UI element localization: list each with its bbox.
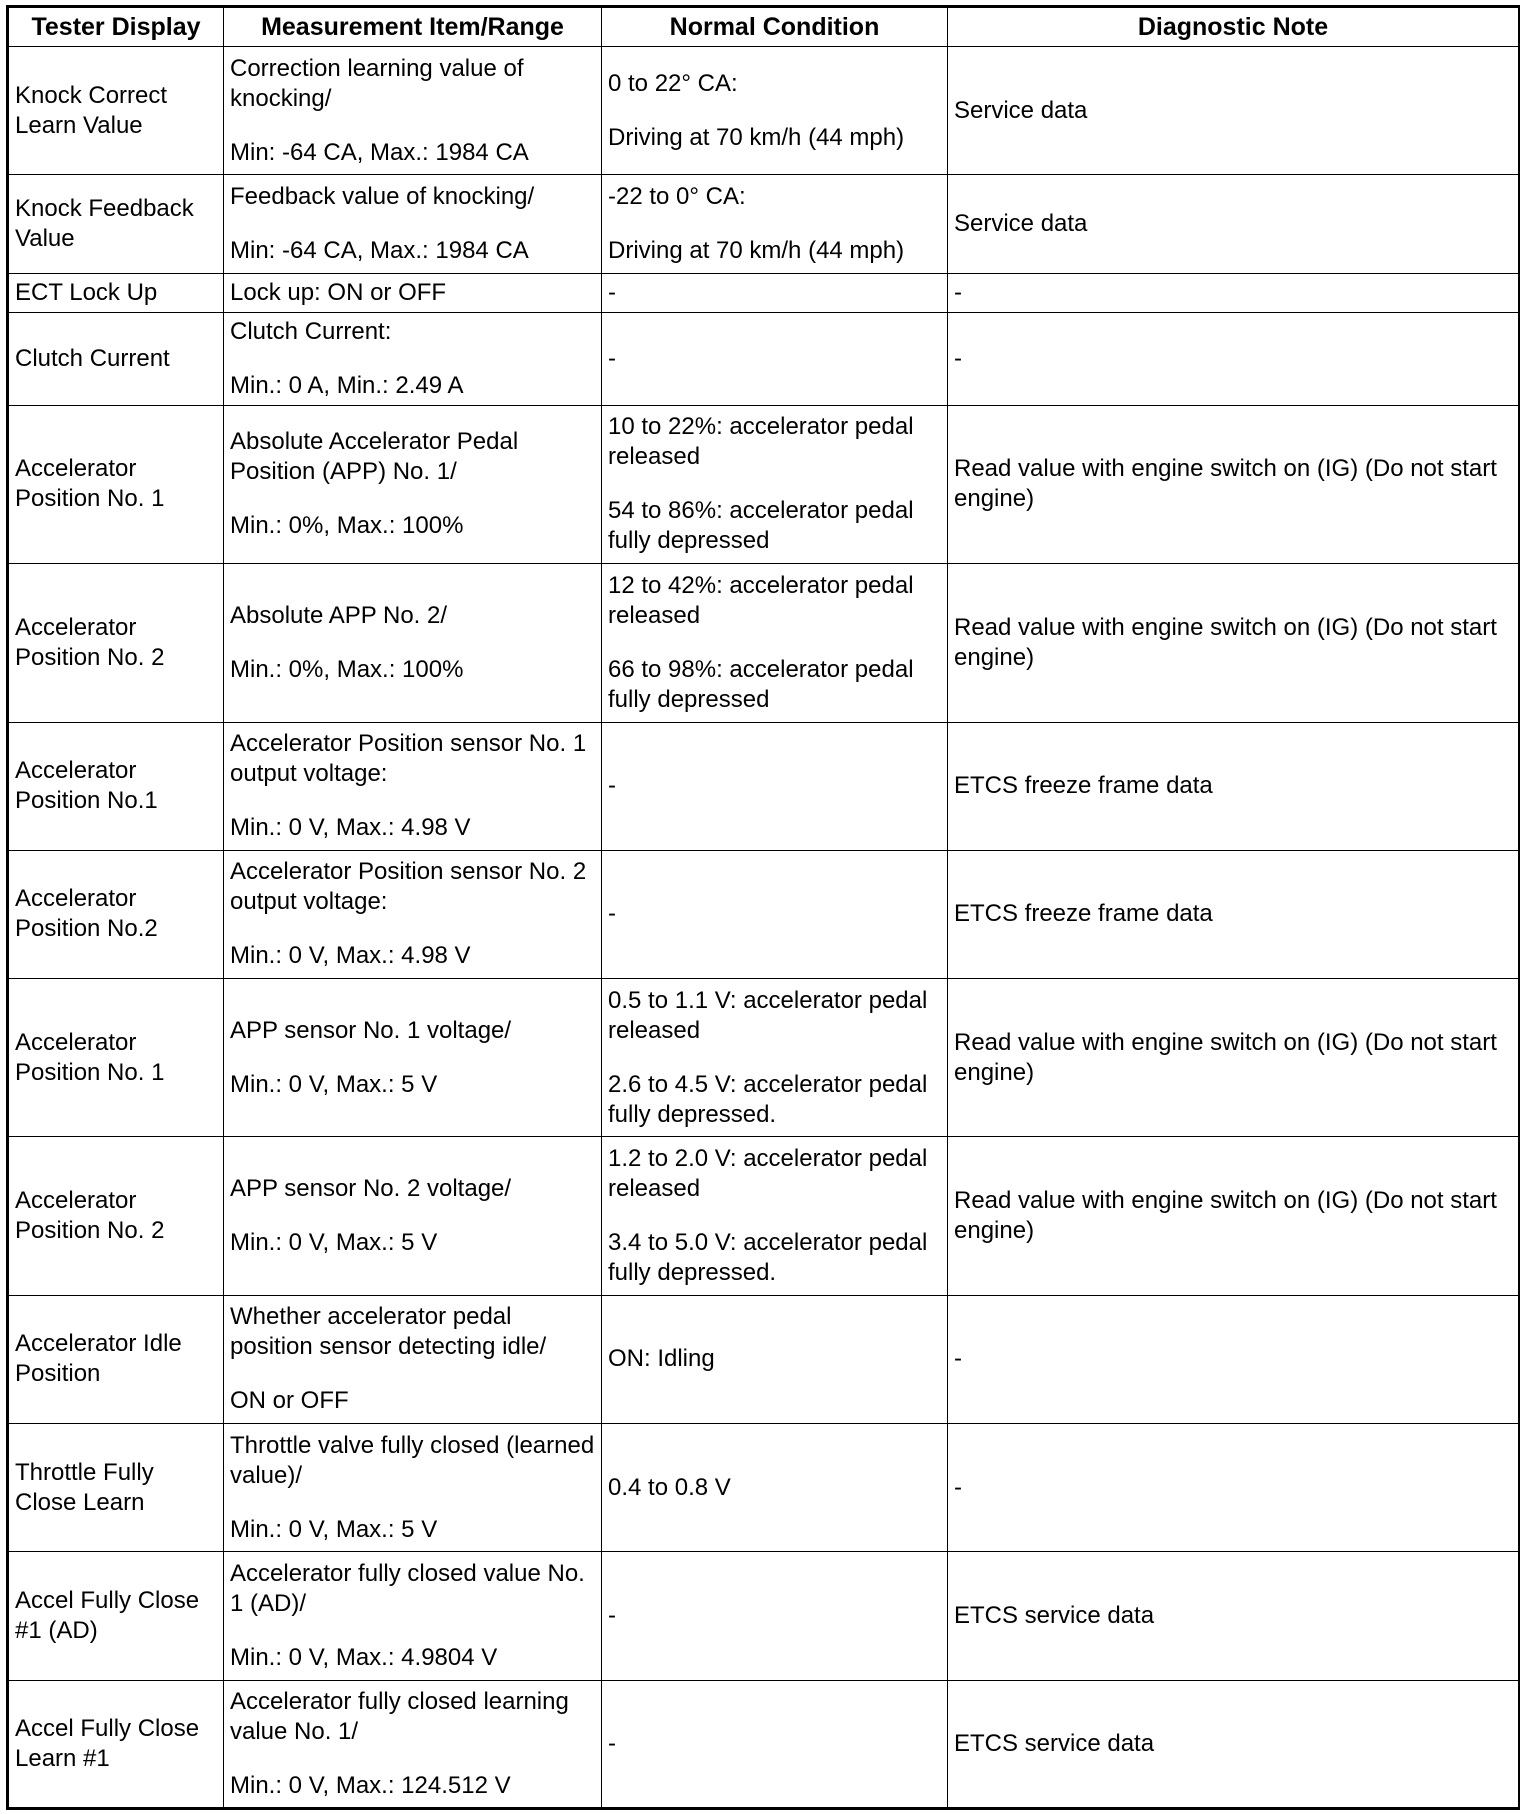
- header-normal-condition: Normal Condition: [602, 7, 948, 47]
- tester-display-cell: [8, 405, 224, 563]
- cell-text: Min.: 0 V, Max.: 5 V: [230, 1229, 438, 1257]
- cell-text: Min.: 0%, Max.: 100%: [230, 512, 464, 540]
- normal-condition-cell: [602, 1680, 948, 1808]
- cell-text: 0.5 to 1.1 V: accelerator pedal released: [608, 986, 928, 1044]
- cell-text: -: [954, 1345, 962, 1373]
- measurement-cell: [224, 564, 602, 722]
- data-list-table: [6, 5, 1520, 1810]
- cell-text: Accelerator Position No. 2: [15, 1187, 165, 1245]
- measurement-cell: [224, 1137, 602, 1295]
- normal-condition-cell: [602, 564, 948, 722]
- cell-text: Knock Feedback Value: [15, 194, 194, 252]
- table-row: [8, 47, 1520, 175]
- table-body: [8, 47, 1520, 1809]
- diagnostic-note-cell: [948, 312, 1520, 405]
- cell-text: -: [608, 1601, 616, 1629]
- cell-text: Throttle Fully Close Learn: [15, 1458, 154, 1516]
- cell-text: 54 to 86%: accelerator pedal fully depressed: [608, 497, 914, 555]
- cell-text: Driving at 70 km/h (44 mph): [608, 123, 905, 151]
- measurement-cell: [224, 1295, 602, 1423]
- tester-display-cell: [8, 1424, 224, 1552]
- measurement-cell: [224, 979, 602, 1137]
- cell-text: 0 to 22° CA:: [608, 69, 738, 97]
- cell-text: -: [608, 278, 616, 306]
- tester-display-cell: [8, 850, 224, 978]
- cell-text: Read value with engine switch on (IG) (Do not start engine): [954, 1187, 1497, 1245]
- cell-text: Accelerator Idle Position: [15, 1330, 182, 1388]
- table-row: [8, 1680, 1520, 1808]
- table-row: [8, 175, 1520, 273]
- cell-text: Service data: [954, 209, 1088, 237]
- normal-condition-cell: [602, 175, 948, 273]
- diagnostic-note-cell: [948, 405, 1520, 563]
- cell-text: -: [954, 278, 962, 306]
- cell-text: Accel Fully Close #1 (AD): [15, 1586, 200, 1644]
- normal-condition-cell: [602, 1295, 948, 1423]
- normal-condition-cell: [602, 47, 948, 175]
- table-row: [8, 564, 1520, 722]
- normal-condition-cell: [602, 979, 948, 1137]
- cell-text: Driving at 70 km/h (44 mph): [608, 236, 905, 264]
- diagnostic-note-cell: [948, 47, 1520, 175]
- table-row: [8, 979, 1520, 1137]
- diagnostic-note-cell: [948, 1552, 1520, 1680]
- header-row: [8, 7, 1520, 47]
- tester-display-cell: [8, 47, 224, 175]
- cell-text: 10 to 22%: accelerator pedal released: [608, 413, 914, 471]
- diagnostic-note-cell: [948, 979, 1520, 1137]
- cell-text: 66 to 98%: accelerator pedal fully depressed: [608, 655, 914, 713]
- diagnostic-note-cell: [948, 722, 1520, 850]
- cell-text: ETCS service data: [954, 1729, 1155, 1757]
- diagnostic-note-cell: [948, 1680, 1520, 1808]
- cell-text: Accelerator fully closed value No. 1 (AD)/: [230, 1559, 585, 1617]
- diagnostic-note-cell: [948, 564, 1520, 722]
- cell-text: Clutch Current:: [230, 317, 392, 345]
- cell-text: Accelerator Position sensor No. 1 output voltage:: [230, 730, 587, 788]
- cell-text: Whether accelerator pedal position sensor detecting idle/: [230, 1303, 547, 1361]
- cell-text: Throttle valve fully closed (learned value)/: [230, 1431, 595, 1489]
- cell-text: Absolute Accelerator Pedal Position (APP) No. 1/: [230, 428, 519, 486]
- measurement-cell: [224, 850, 602, 978]
- cell-text: Read value with engine switch on (IG) (Do not start engine): [954, 455, 1497, 513]
- table-row: [8, 850, 1520, 978]
- cell-text: Min.: 0 V, Max.: 4.98 V: [230, 814, 471, 842]
- table-row: [8, 1424, 1520, 1552]
- cell-text: Read value with engine switch on (IG) (Do not start engine): [954, 613, 1497, 671]
- cell-text: Min.: 0 V, Max.: 4.9804 V: [230, 1643, 498, 1671]
- cell-text: ECT Lock Up: [15, 278, 158, 306]
- measurement-cell: [224, 47, 602, 175]
- header-diagnostic-note: Diagnostic Note: [948, 7, 1520, 47]
- cell-text: ON: Idling: [608, 1345, 715, 1373]
- normal-condition-cell: [602, 1552, 948, 1680]
- table-row: [8, 405, 1520, 563]
- cell-text: ETCS freeze frame data: [954, 772, 1213, 800]
- measurement-cell: [224, 175, 602, 273]
- cell-text: Min: -64 CA, Max.: 1984 CA: [230, 138, 529, 166]
- tester-display-cell: [8, 1295, 224, 1423]
- cell-text: 1.2 to 2.0 V: accelerator pedal released: [608, 1145, 928, 1203]
- cell-text: Min.: 0 V, Max.: 5 V: [230, 1070, 438, 1098]
- cell-text: 2.6 to 4.5 V: accelerator pedal fully depressed.: [608, 1070, 928, 1128]
- cell-text: -: [608, 1729, 616, 1757]
- cell-text: Absolute APP No. 2/: [230, 601, 448, 629]
- measurement-cell: [224, 722, 602, 850]
- cell-text: Correction learning value of knocking/: [230, 54, 524, 112]
- cell-text: -: [954, 1473, 962, 1501]
- tester-display-cell: [8, 312, 224, 405]
- cell-text: 3.4 to 5.0 V: accelerator pedal fully depressed.: [608, 1229, 928, 1287]
- measurement-cell: [224, 1424, 602, 1552]
- tester-display-cell: [8, 1552, 224, 1680]
- diagnostic-note-cell: [948, 1424, 1520, 1552]
- measurement-cell: [224, 312, 602, 405]
- tester-display-cell: [8, 1137, 224, 1295]
- cell-text: -: [608, 772, 616, 800]
- cell-text: Knock Correct Learn Value: [15, 81, 168, 139]
- header-measurement-item: Measurement Item/Range: [224, 7, 602, 47]
- cell-text: Min.: 0 V, Max.: 124.512 V: [230, 1771, 511, 1799]
- measurement-cell: [224, 405, 602, 563]
- table-row: [8, 1552, 1520, 1680]
- cell-text: Min.: 0 V, Max.: 5 V: [230, 1515, 438, 1543]
- cell-text: 12 to 42%: accelerator pedal released: [608, 571, 914, 629]
- cell-text: Lock up: ON or OFF: [230, 278, 447, 306]
- table-row: [8, 722, 1520, 850]
- cell-text: ON or OFF: [230, 1387, 349, 1415]
- cell-text: Accelerator Position No.1: [15, 757, 158, 815]
- table-row: [8, 273, 1520, 312]
- table-row: [8, 1295, 1520, 1423]
- tester-display-cell: [8, 979, 224, 1137]
- normal-condition-cell: [602, 1137, 948, 1295]
- cell-text: 0.4 to 0.8 V: [608, 1473, 731, 1501]
- cell-text: Accelerator Position No. 1: [15, 455, 165, 513]
- cell-text: Min.: 0 V, Max.: 4.98 V: [230, 942, 471, 970]
- normal-condition-cell: [602, 722, 948, 850]
- cell-text: APP sensor No. 2 voltage/: [230, 1175, 512, 1203]
- measurement-cell: [224, 1680, 602, 1808]
- tester-display-cell: [8, 175, 224, 273]
- diagnostic-note-cell: [948, 1295, 1520, 1423]
- diagnostic-note-cell: [948, 273, 1520, 312]
- diagnostic-note-cell: [948, 1137, 1520, 1295]
- measurement-cell: [224, 1552, 602, 1680]
- cell-text: Accel Fully Close Learn #1: [15, 1714, 200, 1772]
- cell-text: Service data: [954, 96, 1088, 124]
- table-row: [8, 1137, 1520, 1295]
- cell-text: ETCS service data: [954, 1601, 1155, 1629]
- diagnostic-note-cell: [948, 175, 1520, 273]
- cell-text: ETCS freeze frame data: [954, 900, 1213, 928]
- cell-text: -: [954, 344, 962, 372]
- cell-text: Accelerator Position No. 1: [15, 1028, 165, 1086]
- normal-condition-cell: [602, 312, 948, 405]
- normal-condition-cell: [602, 850, 948, 978]
- table-row: [8, 312, 1520, 405]
- measurement-cell: [224, 273, 602, 312]
- tester-display-cell: [8, 273, 224, 312]
- normal-condition-cell: [602, 405, 948, 563]
- tester-display-cell: [8, 722, 224, 850]
- diagnostic-note-cell: [948, 850, 1520, 978]
- header-tester-display: Tester Display: [8, 7, 224, 47]
- cell-text: Feedback value of knocking/: [230, 182, 535, 210]
- cell-text: Accelerator Position No.2: [15, 885, 158, 943]
- tester-display-cell: [8, 564, 224, 722]
- cell-text: Min: -64 CA, Max.: 1984 CA: [230, 236, 529, 264]
- cell-text: Min.: 0 A, Min.: 2.49 A: [230, 371, 464, 399]
- cell-text: APP sensor No. 1 voltage/: [230, 1016, 512, 1044]
- normal-condition-cell: [602, 1424, 948, 1552]
- cell-text: Read value with engine switch on (IG) (Do not start engine): [954, 1028, 1497, 1086]
- cell-text: -: [608, 344, 616, 372]
- cell-text: -: [608, 900, 616, 928]
- cell-text: -22 to 0° CA:: [608, 182, 746, 210]
- cell-text: Accelerator Position sensor No. 2 output voltage:: [230, 858, 587, 916]
- cell-text: Accelerator Position No. 2: [15, 613, 165, 671]
- cell-text: Clutch Current: [15, 344, 170, 372]
- normal-condition-cell: [602, 273, 948, 312]
- cell-text: Min.: 0%, Max.: 100%: [230, 655, 464, 683]
- tester-display-cell: [8, 1680, 224, 1808]
- cell-text: Accelerator fully closed learning value No. 1/: [230, 1687, 569, 1745]
